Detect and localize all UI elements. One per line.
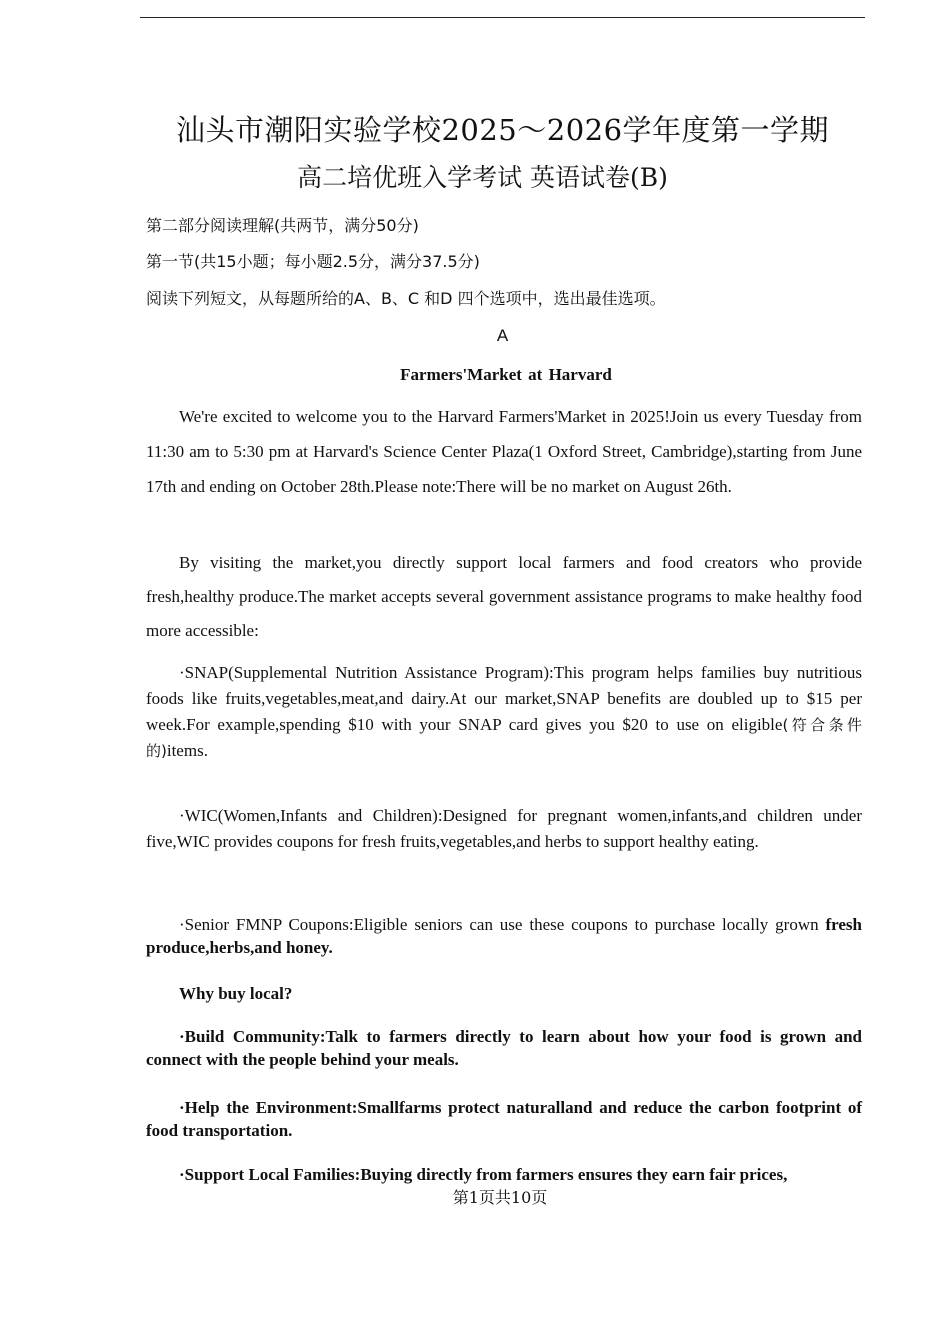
- why-buy-local-heading: Why buy local?: [179, 984, 293, 1003]
- passage-title: Farmers'Market at Harvard: [400, 365, 612, 384]
- paragraph-families: ·Support Local Families:Buying directly from farmers ensures they earn fair prices,: [179, 1165, 788, 1184]
- snap-text: ·SNAP(Supplemental Nutrition Assistance Program):This program helps families buy nutritious foods like fruits,vegetables,meat,and dairy.At our market,SNAP benefits are doubled up to $15 per week.For example,spending $10 with your SNAP card gives you $20 to use on eligible: [146, 663, 862, 734]
- part-heading: 第二部分阅读理解(共两节，满分50分): [146, 216, 419, 235]
- directions-text: 阅读下列短文，从每题所给的A、B、C 和D 四个选项中，选出最佳选项。: [146, 289, 666, 308]
- paragraph-community: ·Build Community:Talk to farmers directly to learn about how your food is grown and connect with the people behind your meals.: [146, 1027, 862, 1069]
- fmnp-bold: fresh produce,herbs,and honey.: [146, 915, 862, 957]
- paragraph-wic: ·WIC(Women,Infants and Children):Designed for pregnant women,infants,and children under five,WIC provides coupons for fresh fruits,vegetables,and herbs to support healthy eating.: [146, 806, 862, 851]
- fmnp-text: ·Senior FMNP Coupons:Eligible seniors can use these coupons to purchase locally grown: [179, 915, 826, 934]
- paragraph-fmnp: [146, 914, 862, 959]
- eligible-gloss: (符合条件的): [146, 716, 863, 760]
- exam-subtitle: 高二培优班入学考试 英语试卷(B): [297, 163, 668, 192]
- paragraph-environment: ·Help the Environment:Smallfarms protect naturalland and reduce the carbon footprint of food transportation.: [146, 1098, 862, 1140]
- header-rule: [140, 17, 865, 18]
- paragraph-snap: [146, 660, 862, 764]
- passage-letter: A: [496, 326, 509, 345]
- paragraph-1: We're excited to welcome you to the Harvard Farmers'Market in 2025!Join us every Tuesday from 11:30 am to 5:30 pm at Harvard's Science Center Plaza(1 Oxford Street, Cambridge),starting from June 17th and ending on October 28th.Please note:There will be no market on August 26th.: [146, 407, 862, 496]
- paragraph-2: By visiting the market,you directly support local farmers and food creators who provide fresh,healthy produce.The market accepts several government assistance programs to make healthy food more accessible:: [146, 553, 862, 640]
- section-heading: 第一节(共15小题；每小题2.5分，满分37.5分): [146, 252, 480, 271]
- exam-title: 汕头市潮阳实验学校2025～2026学年度第一学期: [175, 113, 830, 147]
- page-number: 第1页共10页: [452, 1188, 548, 1207]
- snap-end: items.: [166, 741, 208, 760]
